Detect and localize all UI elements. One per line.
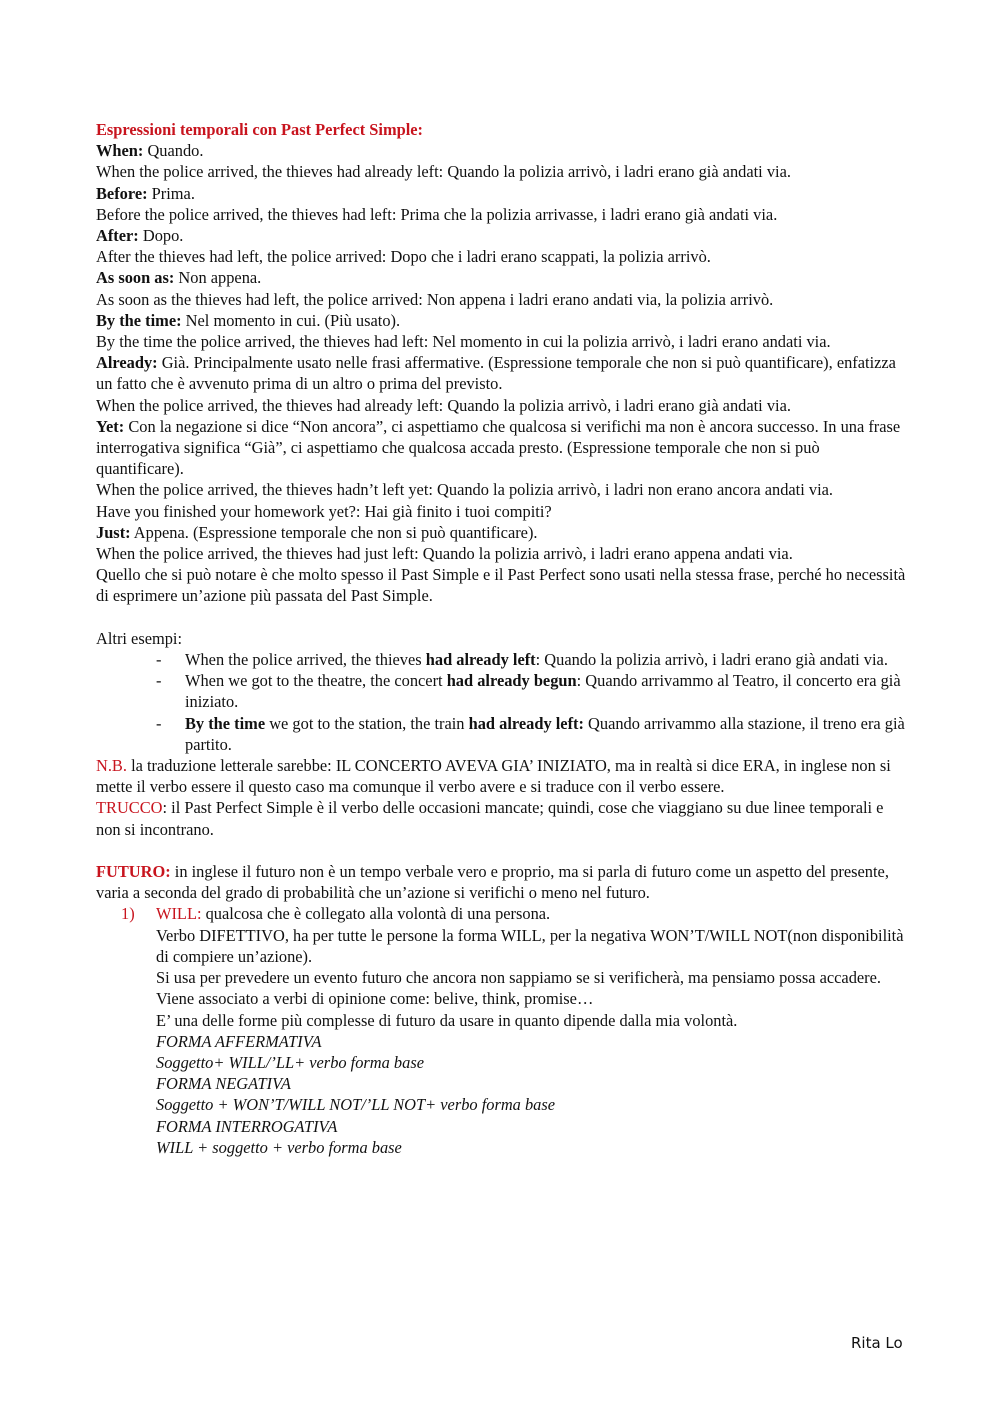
expression-example: Before the police arrived, the thieves had left: Prima che la polizia arrivasse, i ladri erano già andati via.	[96, 204, 778, 224]
futuro-label: FUTURO:	[96, 862, 171, 882]
dash-bullet: -	[156, 650, 162, 670]
expression-example: When the police arrived, the thieves had just left: Quando la polizia arrivò, i ladri erano appena andati via.	[96, 544, 793, 564]
expression-term: As soon as:	[96, 268, 175, 288]
expression-term: When:	[96, 141, 144, 161]
expression-term: After:	[96, 226, 139, 246]
expression-meaning: Prima.	[147, 183, 195, 203]
expression-already	[96, 352, 906, 416]
expression-term: Just:	[96, 522, 131, 542]
will-line: Verbo DIFETTIVO, ha per tutte le persone la forma WILL, per la negativa WON’T/WILL NOT(non disponibilità di compiere un’azione).	[156, 925, 904, 966]
expression-example: Have you finished your homework yet?: Hai già finito i tuoi compiti?	[96, 501, 552, 521]
list-item: - By the time we got to the station, the train had already left: Quando arrivammo alla stazione, il treno era già partito.	[156, 713, 905, 754]
form-heading-interrogativa: FORMA INTERROGATIVA	[156, 1116, 338, 1136]
expression-term: Before:	[96, 183, 148, 203]
other-examples-heading: Altri esempi:	[96, 628, 183, 648]
note-paragraph: Quello che si può notare è che molto spesso il Past Simple e il Past Perfect sono usati nella stessa frase, perché ho necessità di esprimere un’azione più passata del Past Simple.	[96, 565, 906, 606]
expression-meaning: Appena. (Espressione temporale che non si può quantificare).	[130, 522, 538, 542]
futuro-list	[96, 903, 906, 1157]
expression-example: By the time the police arrived, the thieves had left: Nel momento in cui la polizia arrivò, i ladri erano andati via.	[96, 332, 831, 352]
expression-meaning: Già. Principalmente usato nelle frasi affermative. (Espressione temporale che non si può quantificare), enfatizza un fatto che è avvenuto prima di un altro o prima del previsto.	[96, 353, 896, 394]
expression-meaning: Nel momento in cui. (Più usato).	[181, 310, 401, 330]
expression-after	[96, 225, 906, 267]
will-label: WILL:	[156, 904, 202, 924]
expression-example: When the police arrived, the thieves had already left: Quando la polizia arrivò, i ladri erano già andati via.	[96, 395, 791, 415]
expression-by-the-time	[96, 310, 906, 352]
expression-example: After the thieves had left, the police arrived: Dopo che i ladri erano scappati, la polizia arrivò.	[96, 247, 711, 267]
dash-bullet: -	[156, 671, 162, 691]
expression-term: By the time:	[96, 310, 182, 330]
expression-meaning: Non appena.	[174, 268, 262, 288]
expression-example: When the police arrived, the thieves hadn’t left yet: Quando la polizia arrivò, i ladri non erano ancora andati via.	[96, 480, 833, 500]
form-heading-affermativa: FORMA AFFERMATIVA	[156, 1031, 322, 1051]
trucco-label: TRUCCO	[96, 798, 163, 818]
footer-author: Rita Lo	[851, 1334, 903, 1352]
form-rule-affermativa: Soggetto+ WILL/’LL+ verbo forma base	[156, 1052, 424, 1072]
list-item: - When the police arrived, the thieves had already left: Quando la polizia arrivò, i ladri erano già andati via.	[156, 650, 888, 670]
expression-list	[96, 140, 906, 564]
expression-meaning: Dopo.	[138, 226, 184, 246]
expression-meaning: Con la negazione si dice “Non ancora”, ci aspettiamo che qualcosa si verifichi ma non è ancora successo. In una frase interrogativa significa “Già”, ci aspettiamo che qualcosa accada presto. (Espressione temporale che non si può quantificare).	[96, 416, 901, 479]
document-body	[96, 119, 906, 1158]
expression-example: As soon as the thieves had left, the police arrived: Non appena i ladri erano andati via, la polizia arrivò.	[96, 289, 774, 309]
expression-just	[96, 522, 906, 564]
will-line: Si usa per prevedere un evento futuro che ancora non sappiamo se si verificherà, ma pensiamo possa accadere.	[156, 968, 881, 988]
list-item-will: 1) WILL: qualcosa che è collegato alla volontà di una persona. Verbo DIFETTIVO, ha per tutte le persone la forma WILL, per la negativa WON’T/WILL NOT(non disponibilità di compiere un’azione). Si usa per prevedere un evento futuro che ancora non sappiamo se si verificherà, ma pensiamo possa accadere. Viene associato a verbi di opinione come: belive, think, promise… E’ una delle forme più complesse di futuro da usare in quanto dipende dalla mia volontà. FORMA AFFERMATIVA Soggetto+ WILL/’LL+ verbo forma base FORMA NEGATIVA Soggetto + WON’T/WILL NOT/’LL NOT+ verbo forma base FORMA INTERROGATIVA WILL + soggetto + verbo forma base	[96, 903, 906, 1157]
expression-yet	[96, 416, 906, 522]
expression-term: Already:	[96, 353, 158, 373]
trucco-paragraph: TRUCCO: il Past Perfect Simple è il verbo delle occasioni mancate; quindi, cose che viaggiano su due linee temporali e non si incontrano.	[96, 798, 884, 839]
nb-paragraph: N.B. la traduzione letterale sarebbe: IL CONCERTO AVEVA GIA’ INIZIATO, ma in realtà si dice ERA, in inglese non si mette il verbo essere il questo caso ma comunque il verbo avere e si traduce con il verbo essere.	[96, 756, 891, 797]
futuro-paragraph: FUTURO: in inglese il futuro non è un tempo verbale vero e proprio, ma si parla di futuro come un aspetto del presente, varia a seconda del grado di probabilità che un’azione si verifichi o meno nel futuro.	[96, 862, 889, 903]
expression-example: When the police arrived, the thieves had already left: Quando la polizia arrivò, i ladri erano già andati via.	[96, 162, 791, 182]
list-number: 1)	[121, 904, 135, 924]
form-rule-negativa: Soggetto + WON’T/WILL NOT/’LL NOT+ verbo forma base	[156, 1095, 556, 1115]
spacer	[96, 840, 906, 861]
list-item: - When we got to the theatre, the concert had already begun: Quando arrivammo al Teatro, il concerto era già iniziato.	[156, 671, 901, 712]
will-line: E’ una delle forme più complesse di futuro da usare in quanto dipende dalla mia volontà.	[156, 1010, 738, 1030]
expression-meaning: Quando.	[143, 141, 204, 161]
expression-as-soon-as	[96, 267, 906, 309]
expression-when	[96, 140, 906, 182]
will-line: Viene associato a verbi di opinione come: belive, think, promise…	[156, 989, 594, 1009]
examples-list	[96, 649, 906, 755]
form-heading-negativa: FORMA NEGATIVA	[156, 1074, 291, 1094]
section-title: Espressioni temporali con Past Perfect Simple:	[96, 120, 424, 139]
expression-before	[96, 183, 906, 225]
spacer	[96, 607, 906, 628]
nb-label: N.B.	[96, 756, 127, 776]
dash-bullet: -	[156, 713, 162, 733]
expression-term: Yet:	[96, 416, 125, 436]
form-rule-interrogativa: WILL + soggetto + verbo forma base	[156, 1137, 402, 1157]
